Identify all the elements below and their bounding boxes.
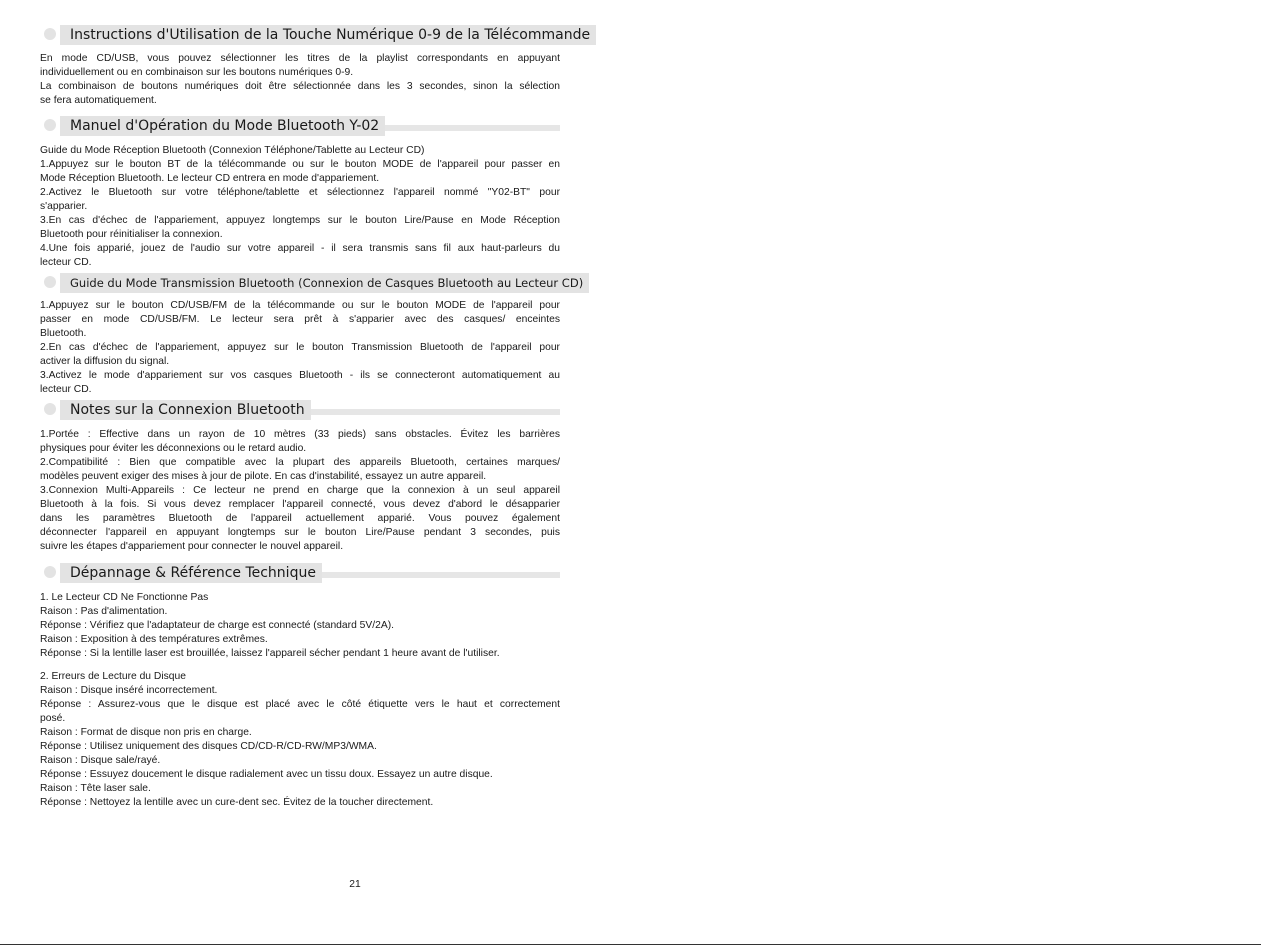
text-line: 3.Activez le mode d'appariement sur vos casques Bluetooth - ils se connecteront automatiquement au xyxy=(40,370,560,381)
text-line: suivre les étapes d'appariement pour connecter le nouvel appareil. xyxy=(40,541,344,552)
text-line: 4.Une fois apparié, jouez de l'audio sur votre appareil - il sera transmis sans fil aux haut-parleurs du xyxy=(40,243,560,254)
text-line: Raison : Pas d'alimentation. xyxy=(40,606,168,617)
text-line: lecteur CD. xyxy=(40,257,92,268)
text-line: 1.Portée : Effective dans un rayon de 10 mètres (33 pieds) sans obstacles. Évitez les barrières xyxy=(40,429,560,440)
section-title: Dépannage & Référence Technique xyxy=(60,563,322,583)
troubleshooting-group-disc-reading xyxy=(40,670,560,810)
section-heading-bluetooth-transmission xyxy=(40,273,584,293)
text-line: Réponse : Assurez-vous que le disque est placé avec le côté étiquette vers le haut et correctement xyxy=(40,699,560,710)
text-line: Bluetooth pour réinitialiser la connexion. xyxy=(40,229,223,240)
page-number: 21 xyxy=(349,879,361,890)
text-line: Raison : Disque inséré incorrectement. xyxy=(40,685,218,696)
text-line: dans les paramètres Bluetooth de l'appareil actuellement apparié. Vous pouvez également xyxy=(40,513,560,524)
text-line: Raison : Exposition à des températures extrêmes. xyxy=(40,634,268,645)
text-line: En mode CD/USB, vous pouvez sélectionner les titres de la playlist correspondants en appuyant xyxy=(40,53,560,64)
bullet-circle-icon xyxy=(44,403,56,415)
text-line: 3.Connexion Multi-Appareils : Ce lecteur ne prend en charge que la connexion à un seul appareil xyxy=(40,485,560,496)
text-line: Bluetooth à la fois. Si vous devez remplacer l'appareil connecté, vous devez d'abord le désapparier xyxy=(40,499,560,510)
section-heading-numeric-keys xyxy=(40,25,591,45)
text-line: Guide du Mode Réception Bluetooth (Connexion Téléphone/Tablette au Lecteur CD) xyxy=(40,145,425,156)
text-line: Raison : Disque sale/rayé. xyxy=(40,755,161,766)
text-line: 2.Activez le Bluetooth sur votre téléphone/tablette et sélectionnez l'appareil nommé "Y02-BT" pour xyxy=(40,187,560,198)
section-title: Instructions d'Utilisation de la Touche Numérique 0-9 de la Télécommande xyxy=(60,25,596,45)
text-line: Raison : Format de disque non pris en charge. xyxy=(40,727,252,738)
bullet-circle-icon xyxy=(44,276,56,288)
text-line: Réponse : Nettoyez la lentille avec un cure-dent sec. Évitez de la toucher directement. xyxy=(40,797,434,808)
text-line: passer en mode CD/USB/FM. Le lecteur sera prêt à s'apparier avec des casques/ enceintes xyxy=(40,314,560,325)
text-line: La combinaison de boutons numériques doit être sélectionnée dans les 3 secondes, sinon la sélection xyxy=(40,81,560,92)
text-line: lecteur CD. xyxy=(40,384,92,395)
text-line: s'apparier. xyxy=(40,201,88,212)
text-line: 1.Appuyez sur le bouton BT de la télécommande ou sur le bouton MODE de l'appareil pour passer en xyxy=(40,159,560,170)
section-body-numeric-keys xyxy=(40,52,560,108)
bottom-divider xyxy=(0,944,1261,945)
text-line: Réponse : Si la lentille laser est brouillée, laissez l'appareil sécher pendant 1 heure avant de l'utiliser. xyxy=(40,648,500,659)
text-line: Bluetooth. xyxy=(40,328,87,339)
text-line: Réponse : Utilisez uniquement des disques CD/CD-R/CD-RW/MP3/WMA. xyxy=(40,741,377,752)
text-line: individuellement ou en combinaison sur les boutons numériques 0-9. xyxy=(40,67,354,78)
text-line: 2.Compatibilité : Bien que compatible avec la plupart des appareils Bluetooth, certaines marques/ xyxy=(40,457,560,468)
troubleshooting-group-cd-player xyxy=(40,591,560,661)
text-line: Réponse : Vérifiez que l'adaptateur de charge est connecté (standard 5V/2A). xyxy=(40,620,394,631)
text-line: se fera automatiquement. xyxy=(40,95,157,106)
text-line: activer la diffusion du signal. xyxy=(40,356,170,367)
section-title: Manuel d'Opération du Mode Bluetooth Y-02 xyxy=(60,116,385,136)
section-heading-troubleshooting xyxy=(40,563,560,583)
text-line: modèles peuvent exiger des mises à jour de pilote. En cas d'instabilité, essayez un autre appareil. xyxy=(40,471,487,482)
section-body-bluetooth-notes xyxy=(40,428,560,554)
text-line: Mode Réception Bluetooth. Le lecteur CD entrera en mode d'appariement. xyxy=(40,173,380,184)
text-line: 2. Erreurs de Lecture du Disque xyxy=(40,671,186,682)
text-line: 3.En cas d'échec de l'appariement, appuyez longtemps sur le bouton Lire/Pause en Mode Réception xyxy=(40,215,560,226)
bullet-circle-icon xyxy=(44,28,56,40)
text-line: 1.Appuyez sur le bouton CD/USB/FM de la télécommande ou sur le bouton MODE de l'appareil pour xyxy=(40,300,560,311)
text-line: 2.En cas d'échec de l'appariement, appuyez sur le bouton Transmission Bluetooth de l'appareil pour xyxy=(40,342,560,353)
section-title: Notes sur la Connexion Bluetooth xyxy=(60,400,311,420)
section-body-bluetooth-manual xyxy=(40,144,560,270)
text-line: physiques pour éviter les déconnexions ou le retard audio. xyxy=(40,443,307,454)
section-heading-bluetooth-manual xyxy=(40,116,560,136)
text-line: Réponse : Essuyez doucement le disque radialement avec un tissu doux. Essayez un autre disque. xyxy=(40,769,493,780)
bullet-circle-icon xyxy=(44,119,56,131)
text-line: Raison : Tête laser sale. xyxy=(40,783,151,794)
section-title: Guide du Mode Transmission Bluetooth (Connexion de Casques Bluetooth au Lecteur CD) xyxy=(60,273,589,293)
section-heading-bluetooth-notes xyxy=(40,400,560,420)
text-line: 1. Le Lecteur CD Ne Fonctionne Pas xyxy=(40,592,209,603)
text-line: posé. xyxy=(40,713,66,724)
text-line: déconnecter l'appareil en appuyant longtemps sur le bouton Lire/Pause pendant 3 secondes, puis xyxy=(40,527,560,538)
bullet-circle-icon xyxy=(44,566,56,578)
section-body-bluetooth-transmission xyxy=(40,299,560,397)
